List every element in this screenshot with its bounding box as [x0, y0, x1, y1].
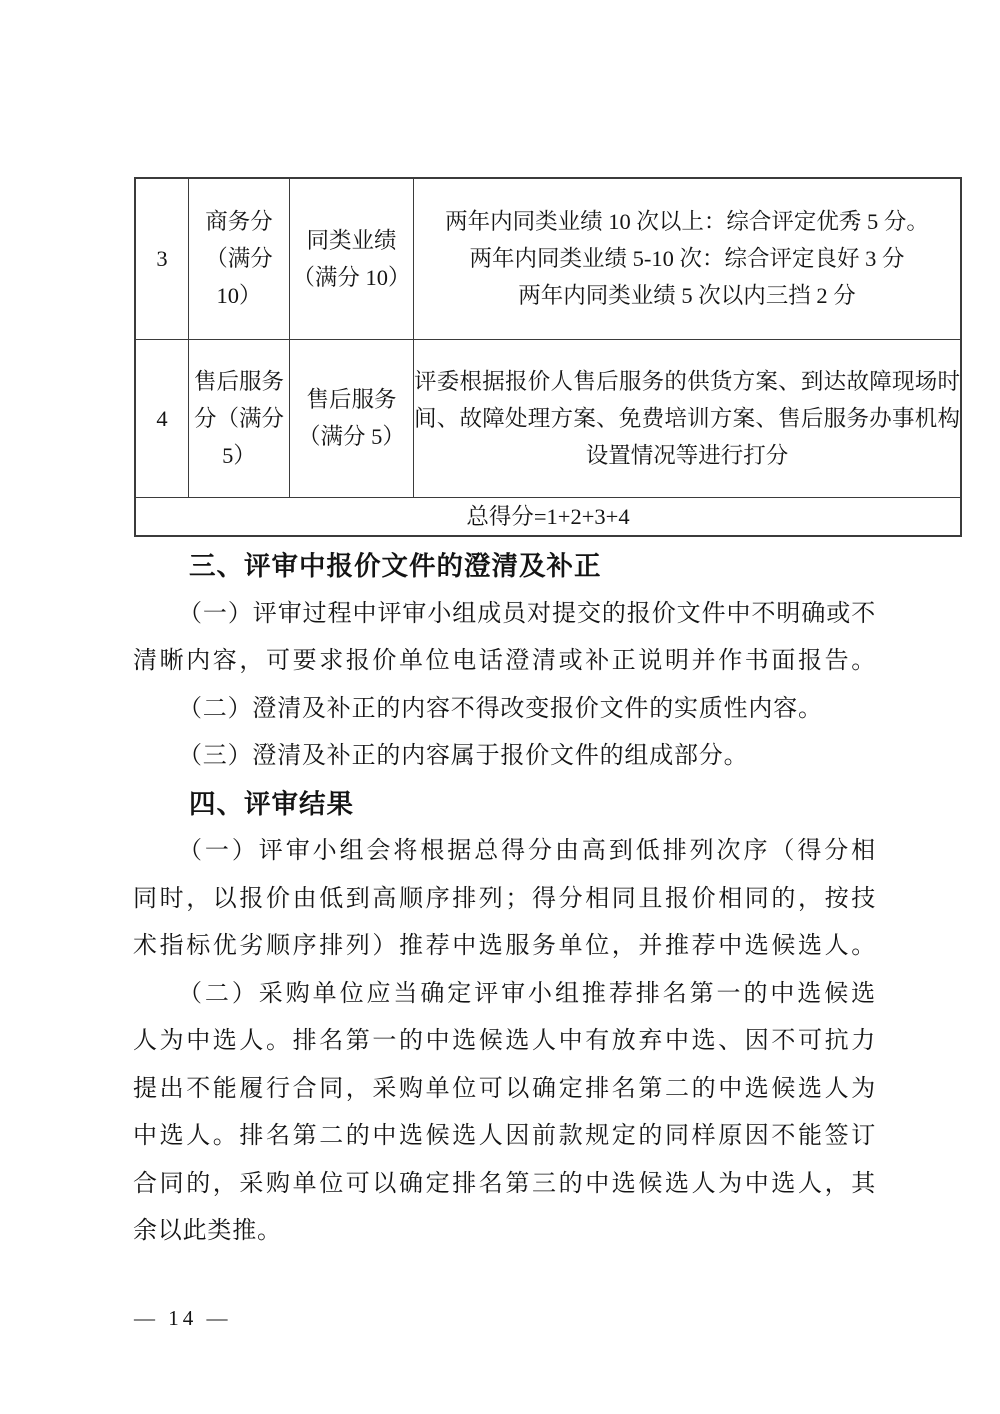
item-cell — [290, 339, 414, 497]
category-line: 商务分 — [205, 209, 273, 235]
section3-heading: 三、评审中报价文件的澄清及补正 — [189, 551, 602, 581]
category-cell — [189, 178, 290, 339]
paragraph-line: 合同的，采购单位可以确定排名第三的中选候选人为中选人，其 — [133, 1170, 876, 1197]
paragraph-line: 同时，以报价由低到高顺序排列；得分相同且报价相同的，按技 — [133, 885, 876, 912]
category-line: 售后服务 — [193, 368, 284, 394]
table-row — [135, 178, 961, 339]
paragraph-line: （一）评审过程中评审小组成员对提交的报价文件中不明确或不 — [178, 600, 876, 627]
paragraph-line: 人为中选人。排名第一的中选候选人中有放弃中选、因不可抗力 — [133, 1028, 876, 1054]
paragraph-line: 清晰内容，可要求报价单位电话澄清或补正说明并作书面报告。 — [133, 648, 876, 674]
section3-paragraph2: （二）澄清及补正的内容不得改变报价文件的实质性内容。 — [178, 695, 823, 722]
paragraph-line: （二）采购单位应当确定评审小组推荐排名第一的中选候选 — [178, 980, 876, 1007]
paragraph-line: （一）评审小组会将根据总得分由高到低排列次序（得分相 — [178, 838, 876, 864]
paragraph-line: 提出不能履行合同，采购单位可以确定排名第二的中选候选人为 — [133, 1075, 876, 1102]
criteria-line: 两年内同类业绩 5-10 次：综合评定良好 3 分 — [469, 246, 905, 272]
row-number-cell — [135, 178, 189, 339]
category-line: （满分 — [205, 246, 273, 272]
section3-paragraph3: （三）澄清及补正的内容属于报价文件的组成部分。 — [178, 743, 749, 769]
criteria-line: 两年内同类业绩 5 次以内三挡 2 分 — [518, 283, 856, 309]
total-score-formula: 总得分=1+2+3+4 — [135, 497, 961, 536]
category-cell — [189, 339, 290, 497]
page-number: — 14 — — [134, 1306, 232, 1330]
criteria-line: 评委根据报价人售后服务的供货方案、到达故障现场时 — [414, 368, 960, 394]
section3-paragraph1 — [133, 591, 876, 686]
item-line: （满分 10） — [292, 264, 411, 290]
section4-heading: 四、评审结果 — [189, 788, 354, 819]
row-number: 3 — [156, 246, 168, 272]
category-line: 10） — [216, 283, 262, 309]
item-cell — [290, 178, 414, 339]
item-line: 售后服务 — [306, 387, 397, 412]
section4-paragraph2 — [133, 971, 876, 1256]
criteria-line: 间、故障处理方案、免费培训方案、售后服务办事机构 — [414, 405, 960, 431]
section4-paragraph1 — [133, 828, 876, 971]
paragraph-line: 术指标优劣顺序排列）推荐中选服务单位，并推荐中选候选人。 — [133, 933, 876, 959]
category-line: 5） — [222, 442, 256, 468]
paragraph-line: 余以此类推。 — [133, 1218, 282, 1244]
criteria-line: 两年内同类业绩 10 次以上：综合评定优秀 5 分。 — [445, 209, 929, 235]
category-line: 分（满分 — [193, 405, 284, 431]
evaluation-score-table — [134, 177, 962, 537]
criteria-line: 设置情况等进行打分 — [585, 442, 789, 468]
row-number-cell — [135, 339, 189, 497]
criteria-cell — [414, 339, 962, 497]
paragraph-line: 中选人。排名第二的中选候选人因前款规定的同样原因不能签订 — [133, 1123, 876, 1149]
table-row — [135, 339, 961, 497]
total-score-row — [135, 497, 961, 536]
criteria-cell — [414, 178, 962, 339]
item-line: 同类业绩 — [306, 227, 397, 253]
body-text — [133, 543, 876, 1256]
item-line: （满分 5） — [298, 424, 405, 449]
row-number: 4 — [156, 405, 168, 431]
